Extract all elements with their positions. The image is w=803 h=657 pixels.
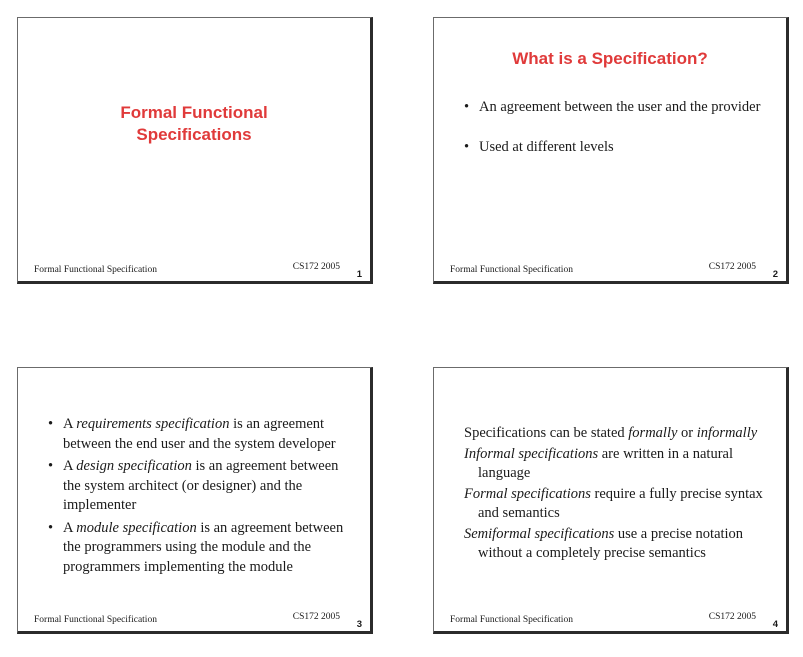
slide-4-paragraph-list xyxy=(464,424,769,565)
slide-2-bullet-list xyxy=(464,98,764,177)
bullet-item: • A module specification is an agreement between the programmers using the module and the programmers implementing the module xyxy=(48,519,348,578)
slide-footer-course-title: Formal Functional Specification xyxy=(450,265,573,275)
slide-1-title-line-2: Specifications xyxy=(136,125,252,144)
slide-1-title-line-1: Formal Functional xyxy=(120,103,268,122)
slide-footer-course-title: Formal Functional Specification xyxy=(34,265,157,275)
slide-page-number: 4 xyxy=(772,619,778,630)
paragraph-item: Informal specifications are written in a natural language xyxy=(464,446,733,481)
slide-2 xyxy=(433,17,789,284)
slide-page-number: 2 xyxy=(772,269,778,280)
slide-footer-course-code: CS172 2005 xyxy=(292,612,340,622)
paragraph-item: Formal specifications require a fully precise syntax and semantics xyxy=(464,486,763,521)
bullet-item: • An agreement between the user and the provider xyxy=(464,98,764,118)
slide-footer-course-code: CS172 2005 xyxy=(292,262,340,272)
slide-page-number: 1 xyxy=(356,269,362,280)
slide-3 xyxy=(17,367,373,634)
bullet-item: • A requirements specification is an agreement between the end user and the system developer xyxy=(48,415,348,454)
slide-4 xyxy=(433,367,789,634)
bullet-item: • Used at different levels xyxy=(464,138,764,158)
slide-3-bullet-list xyxy=(48,415,348,580)
slide-page-number: 3 xyxy=(356,619,362,630)
bullet-item: • A design specification is an agreement between the system architect (or designer) and the implementer xyxy=(48,457,348,516)
slide-1-title xyxy=(18,102,370,146)
paragraph-item: Specifications can be stated formally or informally xyxy=(464,425,758,441)
slide-footer-course-title: Formal Functional Specification xyxy=(34,615,157,625)
slide-2-title: What is a Specification? xyxy=(512,49,708,68)
slide-footer-course-title: Formal Functional Specification xyxy=(450,615,573,625)
paragraph-item: Semiformal specifications use a precise notation without a completely precise semantics xyxy=(464,526,744,561)
slide-1 xyxy=(17,17,373,284)
slide-footer-course-code: CS172 2005 xyxy=(708,262,756,272)
slide-footer-course-code: CS172 2005 xyxy=(708,612,756,622)
